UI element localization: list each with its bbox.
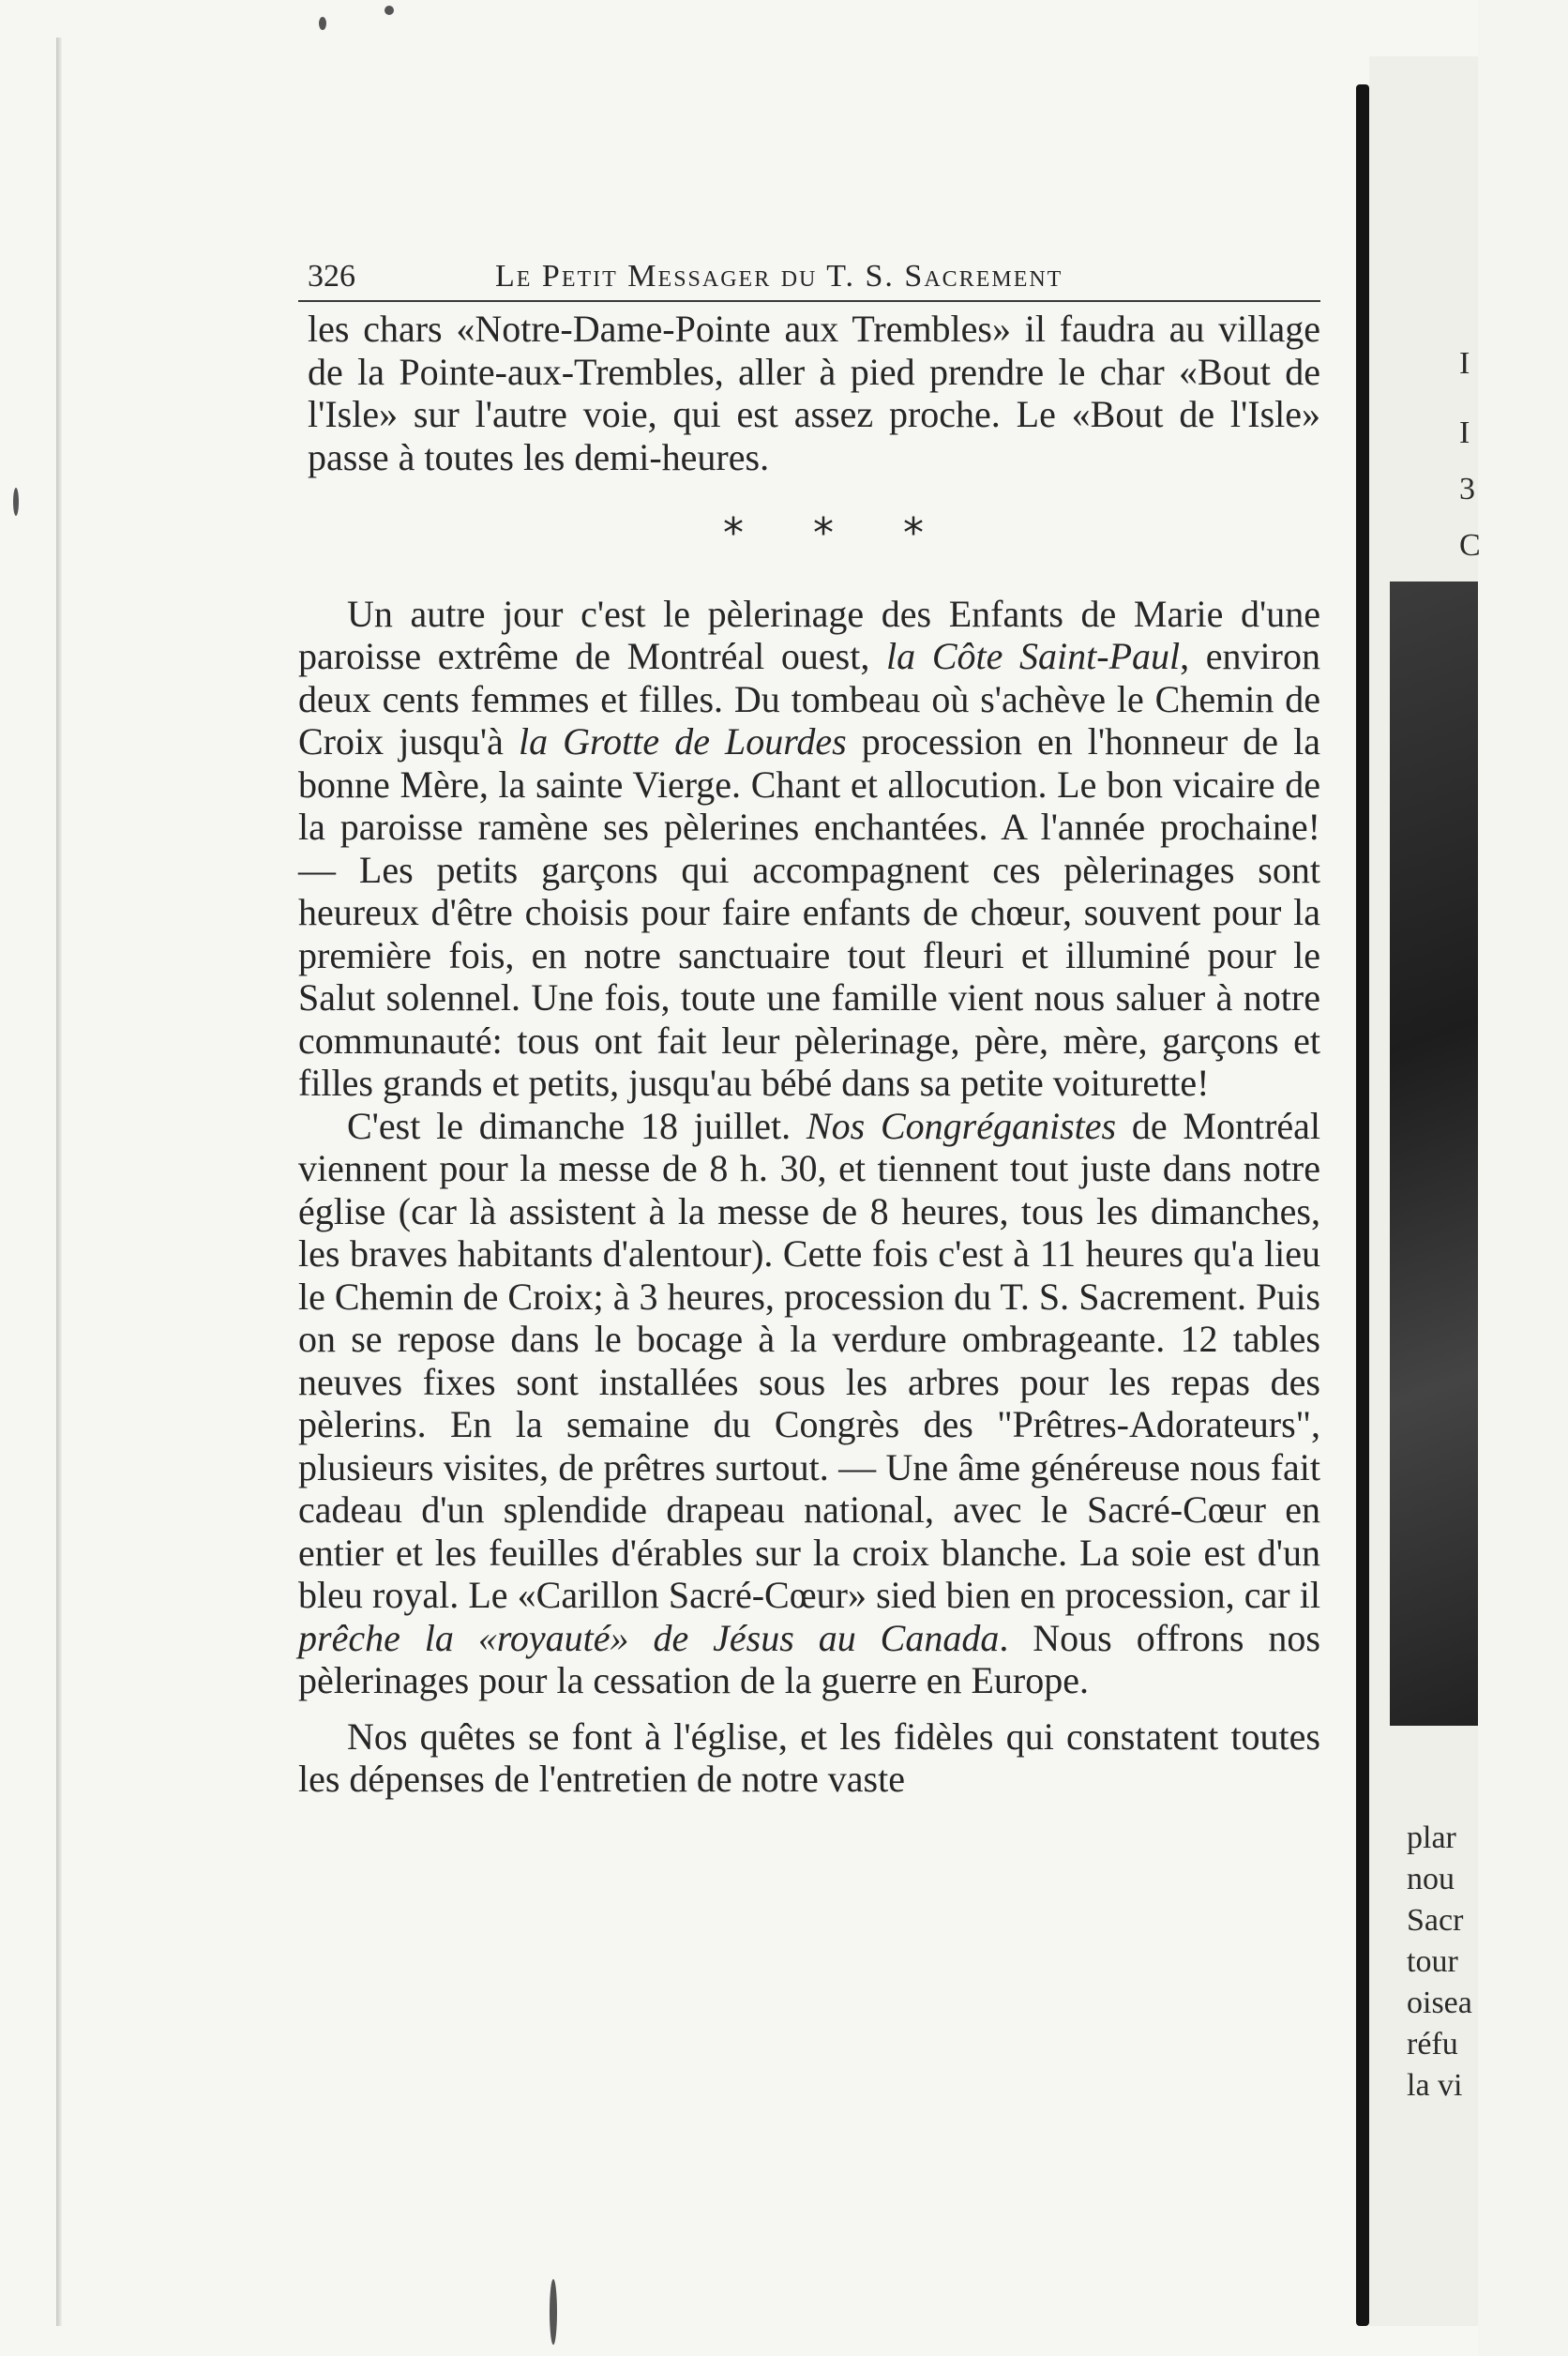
- paragraph: [298, 1715, 1320, 1801]
- text-segment: de Montréal viennent pour la messe de 8 h. 30, et tiennent tout juste dans notre église (car là assistent à la messe de 8 heures, tous les dimanches, les braves habitants d'alentour). Cette fois c'est à 11 heures qu'a lieu le Chemin de Croix; à 3 heures, procession du T. S. Sacrement. Puis on se repose dans le bocage à la verdure ombrageante. 12 tables neuves fixes sont installées sous les arbres pour les repas des pèlerins. En la semaine du Congrès des "Prêtres-Adorateurs", plusieurs visites, de prêtres surtout. — Une âme généreuse nous fait cadeau d'un splendide drapeau national, avec le Sacré-Cœur en entier et les feuilles d'érables sur la croix blanche. La soie est d'un bleu royal. Le «Carillon Sacré-Cœur» sied bien en procession, car il: [298, 1104, 1321, 1616]
- text-segment: , environ deux cents femmes et filles. Du tombeau où s'achève le Chemin de Croix jusqu'à: [298, 635, 1320, 763]
- italic-text-segment: la Grotte de Lourdes: [518, 720, 847, 763]
- paragraph: [298, 593, 1320, 1105]
- page-number: 326: [308, 259, 355, 294]
- italic-text-segment: prêche la «royauté» de Jésus au Canada: [298, 1616, 1000, 1659]
- facing-text-fragment: plar: [1407, 1820, 1456, 1855]
- scan-speck: [13, 488, 19, 516]
- facing-text-fragment: réfu: [1407, 2027, 1458, 2062]
- facing-page-photo: [1390, 581, 1478, 1726]
- facing-text-fragment: Sacr: [1407, 1903, 1464, 1938]
- scan-speck: [319, 17, 326, 30]
- binding-gutter: [1356, 84, 1369, 2326]
- facing-text-fragment: tour: [1407, 1944, 1458, 1979]
- facing-text-fragment: I: [1459, 346, 1470, 381]
- paragraph: [298, 1105, 1320, 1702]
- facing-text-fragment: la vi: [1407, 2068, 1463, 2103]
- body-text: [298, 308, 1320, 1801]
- section-ornament: * * *: [723, 509, 952, 557]
- running-head: [298, 246, 1320, 302]
- text-segment: procession en l'honneur de la bonne Mère, la sainte Vierge. Chant et allocution. Le bon vicaire de la paroisse ramène ses pèlerines enchantées. A l'année prochaine! — Les petits garçons qui accompagnent ces pèlerinages sont heureux d'être choisis pour faire enfants de chœur, souvent pour la première fois, en notre sanctuaire tout fleuri et illuminé pour le Salut solennel. Une fois, toute une famille vient nous saluer à notre communauté: tous ont fait leur pèlerinage, père, mère, garçons et filles grands et petits, jusqu'au bébé dans sa petite voiturette!: [298, 720, 1321, 1104]
- book-page: [298, 246, 1320, 1801]
- facing-page-fragment: [1369, 56, 1481, 2326]
- text-segment: Nos quêtes se font à l'église, et les fidèles qui constatent toutes les dépenses de l'entretien de notre vaste: [298, 1714, 1320, 1800]
- scan-speck: [550, 2279, 557, 2345]
- facing-text-fragment: I: [1459, 415, 1470, 450]
- page-left-edge: [56, 38, 62, 2326]
- text-segment: . Nous offrons nos pèlerinages pour la cessation de la guerre en Europe.: [298, 1616, 1321, 1701]
- running-title: Le Petit Messager du T. S. Sacrement: [495, 259, 1063, 294]
- text-segment: les chars «Notre-Dame-Pointe aux Trembles» il faudra au village de la Pointe-aux-Trembles, aller à pied prendre le char «Bout de l'Isle» sur l'autre voie, qui est assez proche. Le «Bout de l'Isle» passe à toutes les demi-heures.: [308, 308, 1320, 478]
- scan-speck: [384, 6, 394, 15]
- italic-text-segment: Nos Congréganistes: [806, 1104, 1117, 1147]
- text-segment: C'est le dimanche 18 juillet.: [347, 1104, 807, 1147]
- facing-text-fragment: nou: [1407, 1862, 1455, 1896]
- facing-text-fragment: C: [1459, 528, 1481, 563]
- text-segment: Un autre jour c'est le pèlerinage des Enfants de Marie d'une paroisse extrême de Montréal ouest,: [298, 592, 1320, 677]
- italic-text-segment: la Côte Saint-Paul: [886, 635, 1181, 677]
- facing-text-fragment: 3: [1459, 472, 1475, 506]
- paragraph: [298, 308, 1320, 478]
- facing-text-fragment: oisea: [1407, 1986, 1472, 2020]
